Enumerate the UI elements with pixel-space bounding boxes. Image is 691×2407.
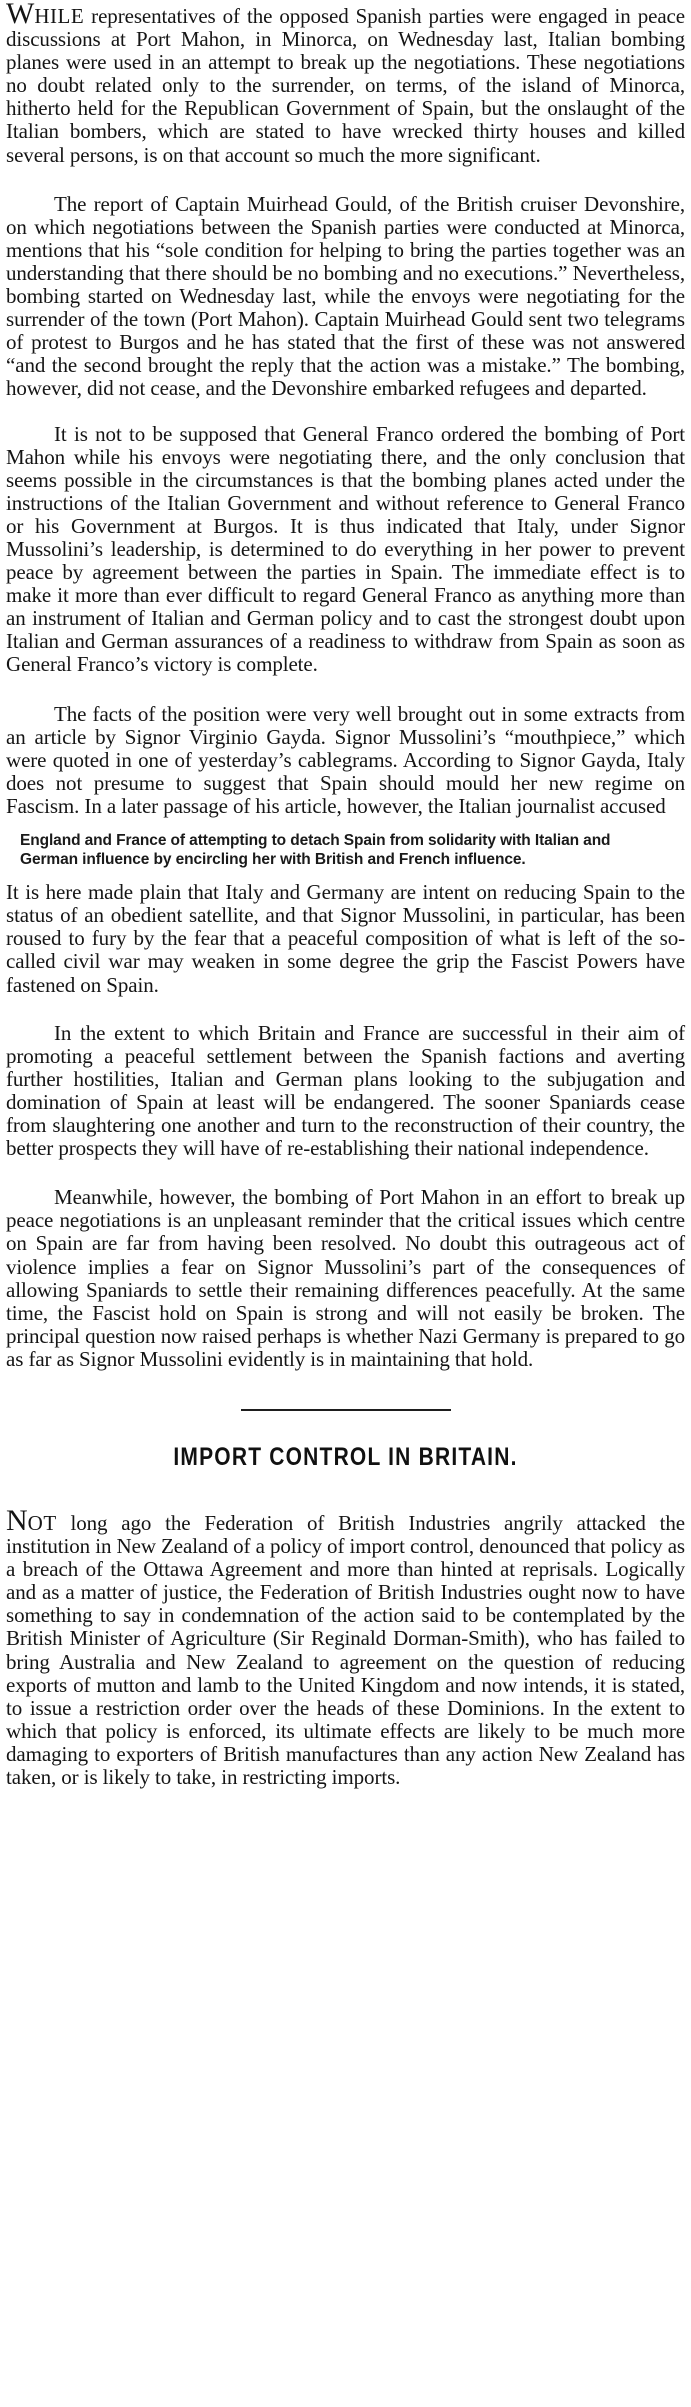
paragraph-text: representatives of the opposed Spanish parties were engaged in peace discussions at Port Mahon, in Minorca, on Wednesday last, Italian bombing planes were used in an attempt to break up the negotiations. These negotiations no doubt related only to the surrender, on terms, of the island of Minorca, hitherto held for the Republican Government of Spain, but the onslaught of the Italian bombers, which are stated to have wrecked thirty houses and killed several persons, is on that account so much the more significant. [6,4,685,167]
editorial-paragraph-7: Meanwhile, however, the bombing of Port Mahon in an effort to break up peace negotiations is an unpleasant reminder that the critical issues which centre on Spain are far from having been resolved. No doubt this outrageous act of violence implies a fear on Signor Mussolini’s part of the consequences of allowing Spaniards to settle their remaining differences peacefully. At the same time, the Fascist hold on Spain is strong and will not easily be broken. The principal question now raised perhaps is whether Nazi Germany is prepared to go as far as Signor Mussolini evidently is in maintaining that hold. [6,1185,685,1371]
article-heading: IMPORT CONTROL IN BRITAIN. [173,1443,518,1471]
editorial-paragraph-5: It is here made plain that Italy and Germany are intent on reducing Spain to the status of an obedient satellite, and that Signor Mussolini, in particular, has been roused to fury by the fear that a peaceful composition of what is left of the so-called civil war may weaken in some degree the grip the Fascist Powers have fastened on Spain. [6,880,685,997]
block-quote: England and France of attempting to detach Spain from solidarity with Italian and German influence by encircling her with British and French influence. [20,832,611,868]
paragraph-text: long ago the Federation of British Industries angrily attacked the institution in New Zealand of a policy of import control, denounced that policy as a breach of the Ottawa Agreement and more than hinted at reprisals. Logically and as a matter of justice, the Federation of British Industries ought now to have something to say in condemnation of the action said to be contemplated by the British Minister of Agriculture (Sir Reginald Dorman-Smith), who has failed to bring Australia and New Zealand to agreement on the question of reducing exports of mutton and lamb to the United Kingdom and now intends, it is stated, to issue a restriction order over the heads of these Dominions. In the extent to which that policy is enforced, its ultimate effects are likely to be much more damaging to exporters of British manufactures than any action New Zealand has taken, or is likely to take, in restricting imports. [6,1510,685,1789]
editorial-paragraph-4: The facts of the position were very well brought out in some extracts from an article by Signor Virginio Gayda. Signor Mussolini’s “mouthpiece,” which were quoted in one of yesterday’s cablegrams. According to Signor Gayda, Italy does not presume to suggest that Spain should mould her new regime on Fascism. In a later passage of his article, however, the Italian journalist accused [6,701,685,818]
lead-in: OT [27,1510,57,1535]
section-divider [241,1409,451,1411]
editorial-paragraph-8 [6,1503,685,1789]
editorial-paragraph-2: The report of Captain Muirhead Gould, of the British cruiser Devonshire, on which negotiations between the Spanish parties were conducted at Minorca, mentions that his “sole condition for helping to bring the parties together was an understanding that there should be no bombing and no executions.” Nevertheless, bombing started on Wednesday last, while the envoys were negotiating for the surrender of the town (Port Mahon). Captain Muirhead Gould sent two telegrams of protest to Burgos and he has stated that the first of these was not answered “and the second brought the reply that the action was a mistake.” The bombing, however, did not cease, and the Devonshire embarked refugees and departed. [6,191,685,401]
editorial-paragraph-1 [6,2,685,167]
editorial-paragraph-6: In the extent to which Britain and France are successful in their aim of promoting a peaceful settlement between the Spanish factions and averting further hostilities, Italian and German plans looking to the subjugation and domination of Spain at least will be endangered. The sooner Spaniards cease from slaughtering one another and turn to the reconstruction of their country, the better prospects they will have of re-establishing their national independence. [6,1020,685,1161]
drop-cap: N [6,1503,28,1537]
editorial-paragraph-3: It is not to be supposed that General Franco ordered the bombing of Port Mahon while his envoys were negotiating there, and the only conclusion that seems possible in the circumstances is that the bombing planes acted under the instructions of the Italian Government and without reference to General Franco or his Government at Burgos. It is thus indicated that Italy, under Signor Mussolini’s leadership, is determined to do everything in her power to prevent peace by agreement between the parties in Spain. The immediate effect is to make it more than ever difficult to regard General Franco as anything more than an instrument of Italian and German policy and to cast the strongest doubt upon Italian and German assurances of a readiness to withdraw from Spain as soon as General Franco’s victory is complete. [6,421,685,677]
lead-in: HILE [34,4,85,28]
drop-cap: W [6,0,35,30]
